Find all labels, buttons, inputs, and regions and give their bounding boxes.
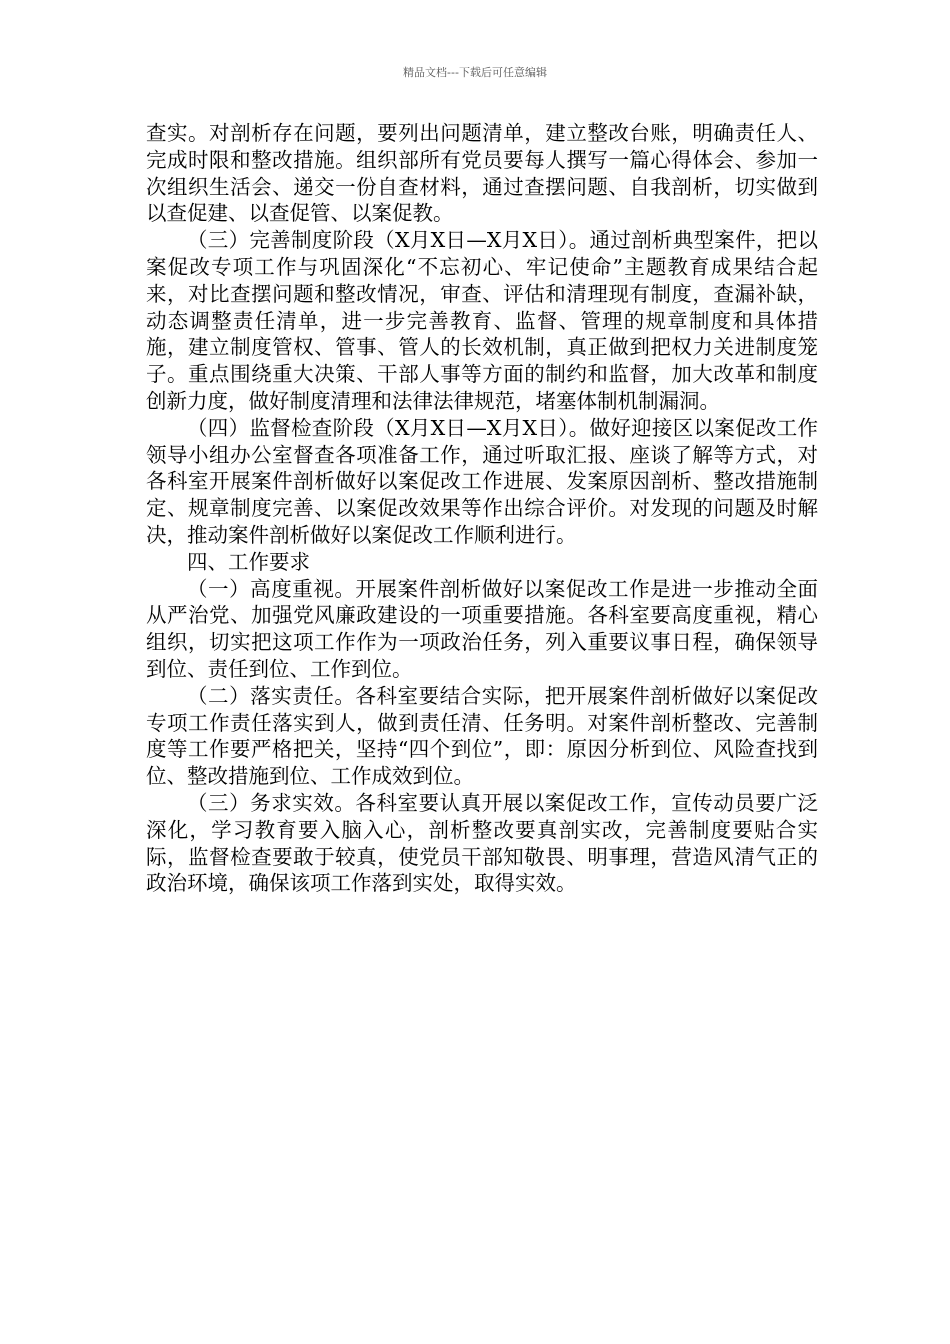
paragraph-phase-4: （四）监督检查阶段（X月X日—X月X日）。做好迎接区以案促改工作领导小组办公室督查各项准备工作，通过听取汇报、座谈了解等方式，对各科室开展案件剖析做好以案促改工作进展、发案原因剖析、整改措施制定、规章制度完善、以案促改效果等作出综合评价。对发现的问题及时解决，推动案件剖析做好以案促改工作顺利进行。 <box>146 415 818 547</box>
paragraph-requirement-3: （三）务求实效。各科室要认真开展以案促改工作，宣传动员要广泛深化，学习教育要入脑入心，剖析整改要真剖实改，完善制度要贴合实际，监督检查要敢于较真，使党员干部知敬畏、明事理，营造风清气正的政治环境，确保该项工作落到实处，取得实效。 <box>146 790 818 896</box>
paragraph-continuation: 查实。对剖析存在问题，要列出问题清单，建立整改台账，明确责任人、完成时限和整改措施。组织部所有党员要每人撰写一篇心得体会、参加一次组织生活会、递交一份自查材料，通过查摆问题、自我剖析，切实做到以查促建、以查促管、以案促教。 <box>146 121 818 226</box>
page-header: 精品文档---下载后可任意编辑 <box>403 66 547 79</box>
document-body <box>146 120 818 897</box>
section-heading-requirements: 四、工作要求 <box>187 549 310 574</box>
paragraph-requirement-1: （一）高度重视。开展案件剖析做好以案促改工作是进一步推动全面从严治党、加强党风廉政建设的一项重要措施。各科室要高度重视，精心组织，切实把这项工作作为一项政治任务，列入重要议事日程，确保领导到位、责任到位、工作到位。 <box>146 576 818 681</box>
paragraph-phase-3: （三）完善制度阶段（X月X日—X月X日）。通过剖析典型案件，把以案促改专项工作与巩固深化“不忘初心、牢记使命”主题教育成果结合起来，对比查摆问题和整改情况，审查、评估和清理现有制度，查漏补缺，动态调整责任清单，进一步完善教育、监督、管理的规章制度和具体措施，建立制度管权、管事、管人的长效机制，真正做到把权力关进制度笼子。重点围绕重大决策、干部人事等方面的制约和监督，加大改革和制度创新力度，做好制度清理和法律法律规范，堵塞体制机制漏洞。 <box>146 228 818 413</box>
paragraph-requirement-2: （二）落实责任。各科室要结合实际，把开展案件剖析做好以案促改专项工作责任落实到人，做到责任清、任务明。对案件剖析整改、完善制度等工作要严格把关，坚持“四个到位”，即：原因分析到位、风险查找到位、整改措施到位、工作成效到位。 <box>146 683 818 789</box>
